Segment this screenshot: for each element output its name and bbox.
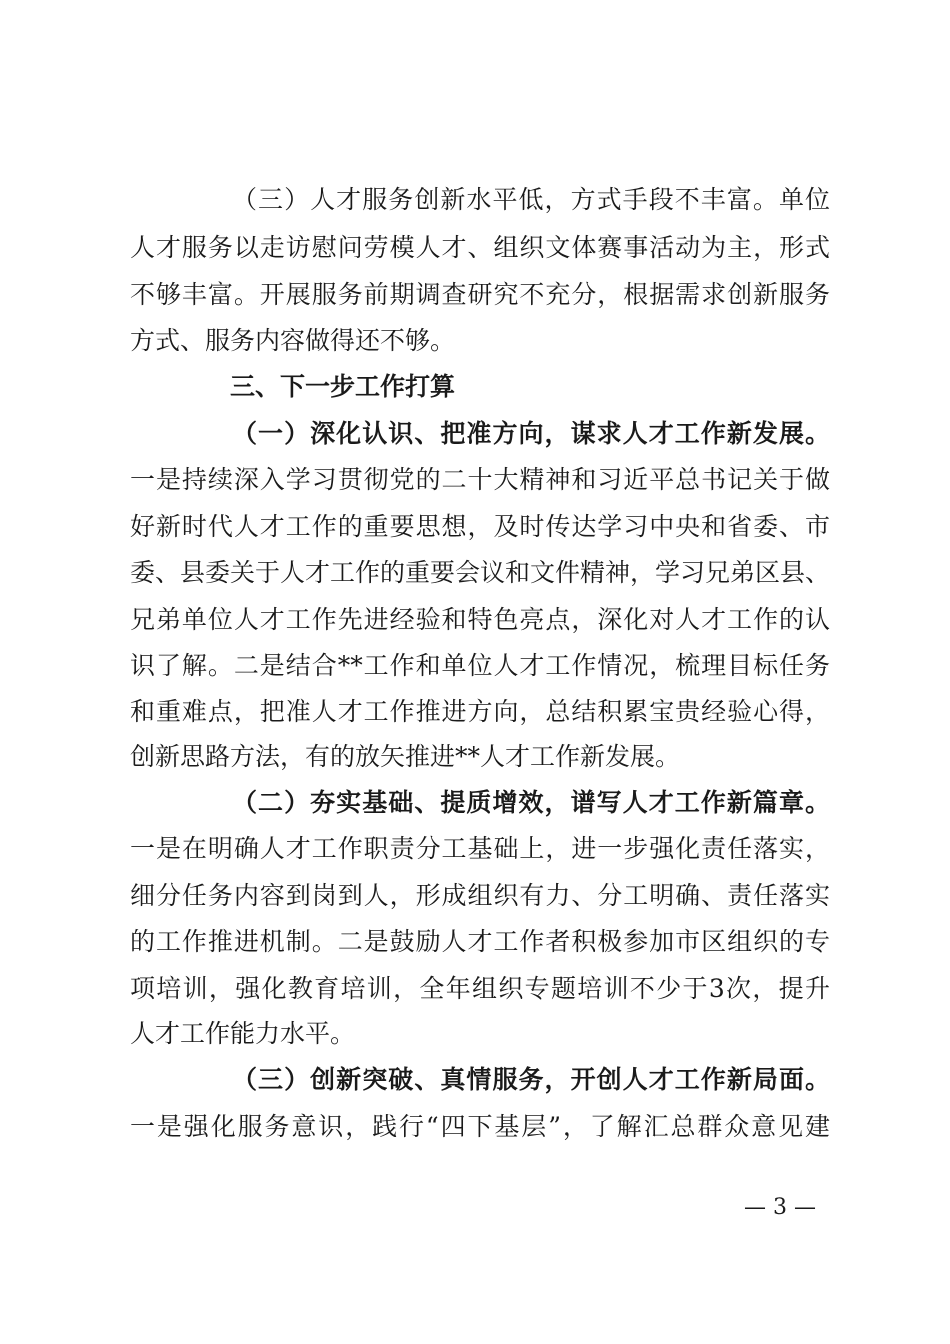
paragraph-line: 识了解。二是结合**工作和单位人才工作情况，梳理目标任务 xyxy=(130,651,830,680)
section-heading: 三、下一步工作打算 xyxy=(230,372,456,401)
subsection-heading: （三）创新突破、真情服务，开创人才工作新局面。 xyxy=(232,1065,830,1094)
paragraph-line: （三）人才服务创新水平低，方式手段不丰富。单位 xyxy=(232,185,830,214)
page-number: — 3 — xyxy=(744,1195,816,1220)
paragraph-line: 的工作推进机制。二是鼓励人才工作者积极参加市区组织的专 xyxy=(130,927,830,956)
paragraph-line: 兄弟单位人才工作先进经验和特色亮点，深化对人才工作的认 xyxy=(130,605,830,634)
paragraph-line: 一是持续深入学习贯彻党的二十大精神和习近平总书记关于做 xyxy=(130,465,830,494)
paragraph-line: 人才服务以走访慰问劳模人才、组织文体赛事活动为主，形式 xyxy=(130,233,830,262)
paragraph-line: 创新思路方法，有的放矢推进**人才工作新发展。 xyxy=(130,742,681,771)
paragraph-line: 一是在明确人才工作职责分工基础上，进一步强化责任落实， xyxy=(130,834,830,863)
subsection-heading: （一）深化认识、把准方向，谋求人才工作新发展。 xyxy=(232,419,830,448)
paragraph-line: 委、县委关于人才工作的重要会议和文件精神，学习兄弟区县、 xyxy=(130,558,831,587)
paragraph-line: 细分任务内容到岗到人，形成组织有力、分工明确、责任落实 xyxy=(130,881,830,910)
paragraph-line: 好新时代人才工作的重要思想，及时传达学习中央和省委、市 xyxy=(130,512,830,541)
paragraph-line: 方式、服务内容做得还不够。 xyxy=(130,326,456,355)
subsection-heading: （二）夯实基础、提质增效，谱写人才工作新篇章。 xyxy=(232,788,830,817)
paragraph-line: 人才工作能力水平。 xyxy=(130,1019,356,1048)
paragraph-line: 项培训，强化教育培训，全年组织专题培训不少于3次，提升 xyxy=(130,974,830,1003)
paragraph-line: 不够丰富。开展服务前期调查研究不充分，根据需求创新服务 xyxy=(130,280,830,309)
paragraph-line: 和重难点，把准人才工作推进方向，总结积累宝贵经验心得， xyxy=(130,697,830,726)
paragraph-line: 一是强化服务意识，践行“四下基层”，了解汇总群众意见建 xyxy=(130,1112,830,1141)
